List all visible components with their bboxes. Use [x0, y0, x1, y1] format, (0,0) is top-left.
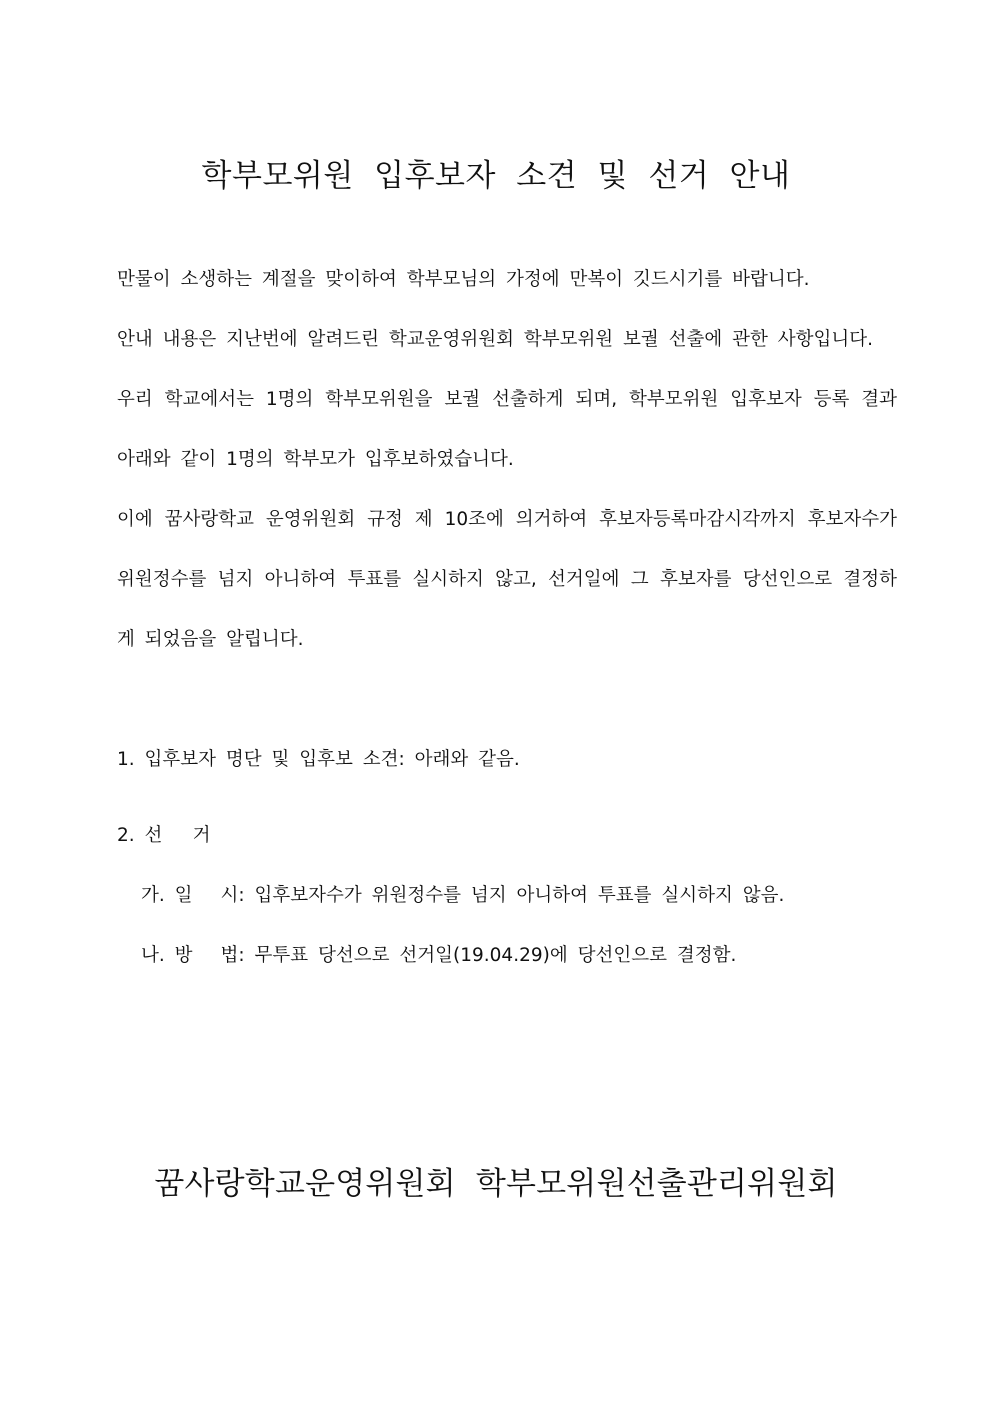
sub-item-method — [117, 926, 897, 986]
item-candidate-list — [117, 730, 897, 790]
sub-item-text: 무투표 당선으로 선거일(19.04.29)에 당선인으로 결정함. — [254, 945, 737, 966]
decision-paragraph: 이에 꿈사랑학교 운영위원회 규정 제 10조에 의거하여 후보자등록마감시각까지 후보자수가 위원정수를 넘지 아니하여 투표를 실시하지 않고, 선거일에 그 후보자를 당선인으로 결정하게 되었음을 알립니다. — [117, 509, 897, 650]
candidate-paragraph: 우리 학교에서는 1명의 학부모위원을 보궐 선출하게 되며, 학부모위원 입후보자 등록 결과 아래와 같이 1명의 학부모가 입후보하였습니다. — [117, 389, 897, 470]
item-label: 선 거 — [144, 825, 211, 846]
item-number: 1. — [117, 749, 135, 770]
sub-item-date — [117, 866, 897, 926]
item-text: 입후보자 명단 및 입후보 소견: 아래와 같음. — [144, 749, 520, 770]
sub-item-marker: 가. — [141, 885, 165, 906]
issuer-signature: 꿈사랑학교운영위원회 학부모위원선출관리위원회 — [154, 1166, 838, 1202]
intro-paragraph: 안내 내용은 지난번에 알려드린 학교운영위원회 학부모위원 보궐 선출에 관한 사항입니다. — [117, 329, 874, 350]
item-number: 2. — [117, 825, 135, 846]
sub-item-label: 방 법: — [174, 945, 245, 966]
notice-body — [117, 250, 897, 670]
item-election — [117, 806, 897, 866]
sub-item-label: 일 시: — [174, 885, 245, 906]
sub-item-marker: 나. — [141, 945, 165, 966]
sub-item-text: 입후보자수가 위원정수를 넘지 아니하여 투표를 실시하지 않음. — [254, 885, 785, 906]
item-list — [117, 730, 897, 986]
document-title: 학부모위원 입후보자 소견 및 선거 안내 — [201, 158, 791, 194]
greeting-paragraph: 만물이 소생하는 계절을 맞이하여 학부모님의 가정에 만복이 깃드시기를 바랍니다. — [117, 269, 810, 290]
